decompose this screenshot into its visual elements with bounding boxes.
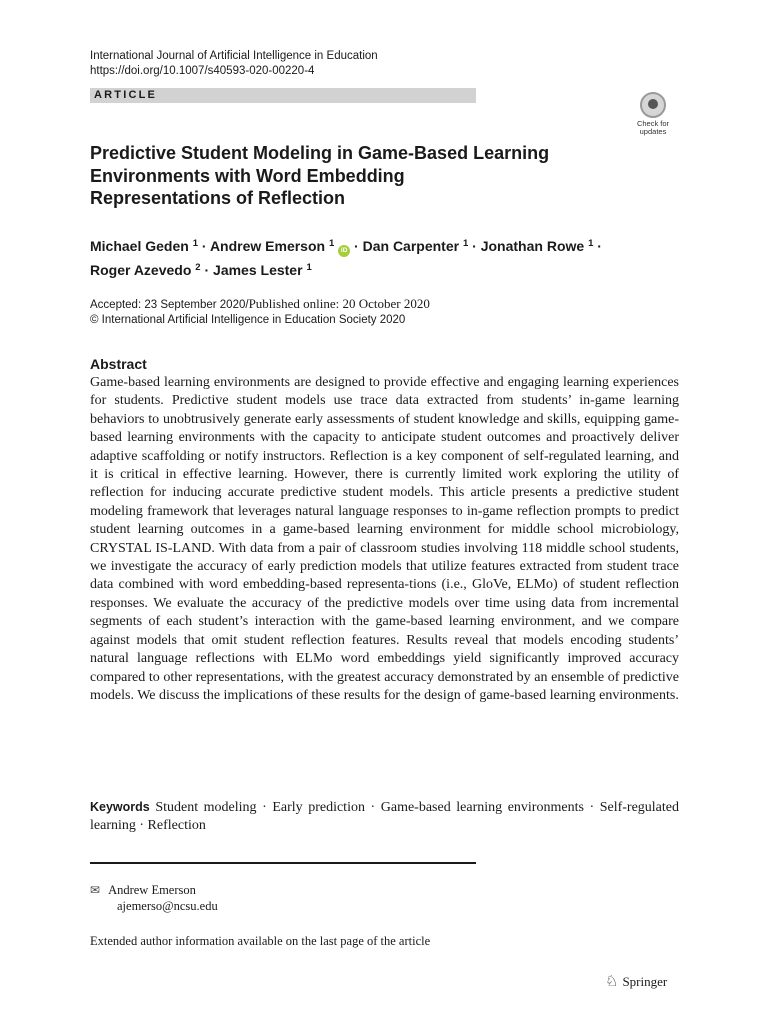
footnote-divider (90, 862, 476, 864)
journal-name: International Journal of Artificial Intelligence in Education (90, 50, 378, 62)
author-name[interactable]: James Lester (213, 262, 303, 278)
publication-dates (90, 297, 430, 327)
contact-name-line (90, 882, 218, 898)
author-separator: · (472, 238, 477, 254)
author-line-2 (90, 257, 680, 281)
author-separator: · (354, 238, 359, 254)
author-separator: · (204, 262, 210, 278)
keywords-section (90, 798, 679, 836)
affiliation-mark: 2 (195, 262, 201, 273)
check-for-updates-badge[interactable] (628, 92, 678, 134)
article-title: Predictive Student Modeling in Game-Based Learning Environments with Word Embedding Representations of Reflection (90, 143, 550, 208)
author-name[interactable]: Andrew Emerson (209, 238, 326, 254)
envelope-icon: ✉ (90, 883, 101, 897)
author-name[interactable]: Dan Carpenter (362, 238, 460, 254)
accepted-date: Accepted: 23 September 2020/ (90, 299, 249, 311)
author-name[interactable]: Jonathan Rowe (480, 238, 585, 254)
keywords-label: Keywords (90, 800, 150, 814)
corresponding-author (90, 882, 218, 914)
orcid-icon[interactable]: iD (338, 245, 350, 257)
springer-horse-icon: ♘ (605, 974, 619, 990)
doi-link[interactable]: https://doi.org/10.1007/s40593-020-00220-4 (90, 65, 315, 77)
affiliation-mark: 1 (462, 238, 469, 249)
badge-label: Check for updates (636, 119, 670, 136)
check-updates-icon (640, 92, 666, 118)
author-line-1 (90, 233, 680, 257)
author-name[interactable]: Michael Geden (90, 238, 189, 254)
extended-author-info: Extended author information available on the last page of the article (90, 934, 431, 948)
published-date: Published online: 20 October 2020 (248, 296, 430, 311)
contact-email[interactable]: ajemerso@ncsu.edu (117, 899, 218, 913)
author-separator: · (597, 238, 602, 254)
affiliation-mark: 1 (588, 238, 594, 249)
affiliation-mark: 1 (192, 238, 198, 249)
affiliation-mark: 1 (328, 238, 335, 249)
publisher-name: Springer (622, 974, 668, 989)
contact-name: Andrew Emerson (108, 883, 196, 897)
journal-header (90, 49, 378, 79)
keywords-text: Student modeling · Early prediction · Game-based learning environments · Self-regulated learning · Reflection (90, 800, 679, 834)
affiliation-mark: 1 (306, 262, 312, 273)
author-name[interactable]: Roger Azevedo (90, 262, 192, 278)
abstract-heading: Abstract (90, 356, 147, 372)
publisher-logo (605, 972, 667, 991)
date-line (90, 297, 430, 313)
author-list (90, 233, 680, 281)
article-type-bar: ARTICLE (90, 88, 476, 103)
copyright-notice: © International Artificial Intelligence in Education Society 2020 (90, 313, 406, 326)
abstract-text: Game-based learning environments are designed to provide effective and engaging learning experiences for students. Predictive student models use trace data extracted from students’ in-game learning behaviors to unobtrusively generate early assessments of student knowledge and skills, equipping game-based learning environments with the capacity to anticipate student outcomes and proactively deliver adaptive scaffolding or notify instructors. Reflection is a key component of self-regulated learning, and it is critical in effective learning. However, there is currently limited work exploring the utility of reflection for inducing accurate predictive student models. This article presents a predictive student modeling framework that leverages natural language responses to in-game reflection prompts to predict student learning outcomes in a game-based learning environment for middle school microbiology, CRYSTAL IS-LAND. With data from a pair of classroom studies involving 118 middle school students, we investigate the accuracy of early prediction models that utilize features extracted from student trace data combined with word embedding-based representa-tions (i.e., GloVe, ELMo) of student reflection responses. We evaluate the accuracy of the predictive models over time using data from incremental segments of each student’s interaction with the game-based learning environment, and we compare against models that omit student reflection features. Results reveal that models encoding students’ natural language reflections with ELMo word embeddings yield significantly improved accuracy compared to other representations, with the greatest accuracy demonstrated by an ensemble of predictive models. We discuss the implications of these results for the design of game-based learning environments. (90, 375, 679, 703)
author-separator: · (201, 238, 207, 254)
